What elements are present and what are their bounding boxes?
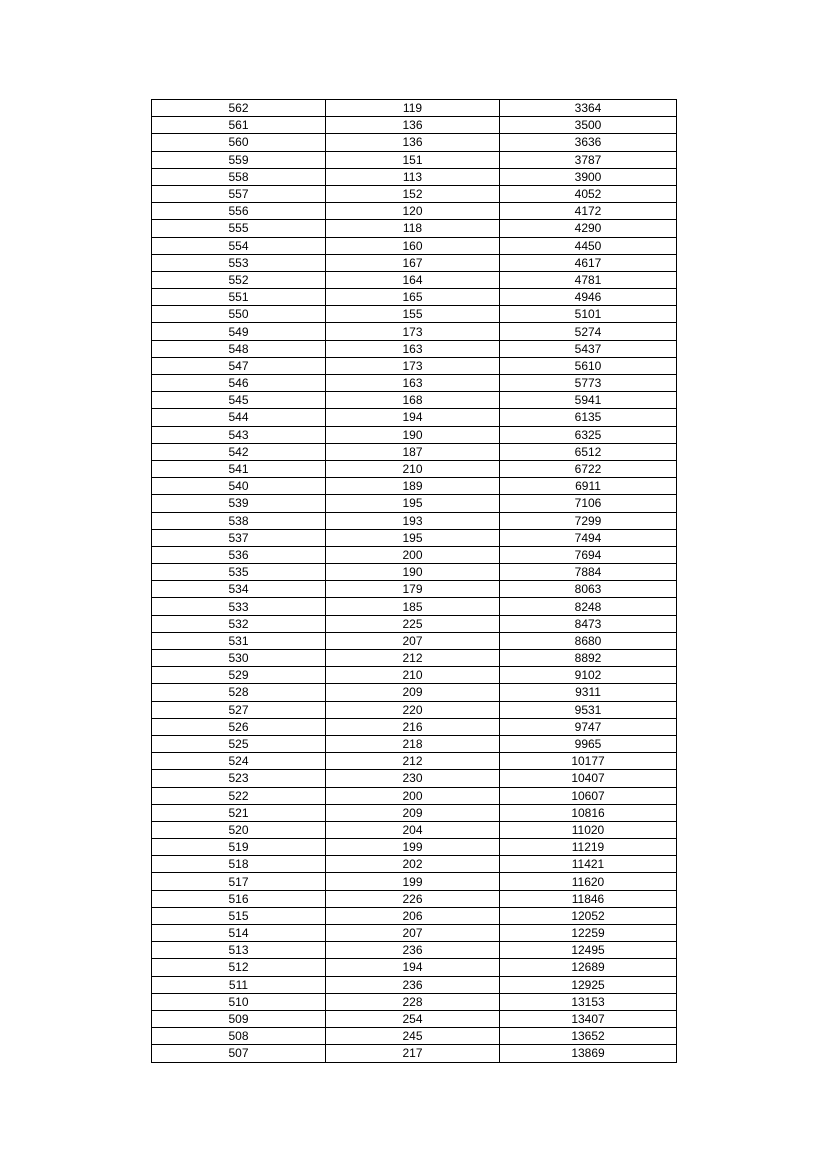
- table-row: [152, 976, 677, 993]
- table-row: [152, 650, 677, 667]
- score-cell: 514: [152, 925, 326, 942]
- score-cell: 513: [152, 942, 326, 959]
- count-cell: 218: [326, 735, 500, 752]
- count-cell: 200: [326, 546, 500, 563]
- table-row: [152, 375, 677, 392]
- score-cell: 517: [152, 873, 326, 890]
- cumulative-cell: 11219: [500, 839, 677, 856]
- cumulative-cell: 13153: [500, 993, 677, 1010]
- table-row: [152, 667, 677, 684]
- table-row: [152, 134, 677, 151]
- score-cell: 525: [152, 735, 326, 752]
- count-cell: 230: [326, 770, 500, 787]
- cumulative-cell: 12925: [500, 976, 677, 993]
- score-cell: 522: [152, 787, 326, 804]
- table-row: [152, 907, 677, 924]
- count-cell: 195: [326, 529, 500, 546]
- count-cell: 195: [326, 495, 500, 512]
- score-cell: 512: [152, 959, 326, 976]
- table-row: [152, 529, 677, 546]
- cumulative-cell: 9965: [500, 735, 677, 752]
- count-cell: 160: [326, 237, 500, 254]
- score-cell: 510: [152, 993, 326, 1010]
- count-cell: 189: [326, 478, 500, 495]
- table-row: [152, 443, 677, 460]
- count-cell: 119: [326, 100, 500, 117]
- table-row: [152, 581, 677, 598]
- count-cell: 136: [326, 117, 500, 134]
- cumulative-cell: 4290: [500, 220, 677, 237]
- table-row: [152, 478, 677, 495]
- count-cell: 212: [326, 753, 500, 770]
- count-cell: 152: [326, 185, 500, 202]
- cumulative-cell: 5437: [500, 340, 677, 357]
- score-cell: 528: [152, 684, 326, 701]
- cumulative-cell: 3364: [500, 100, 677, 117]
- score-cell: 509: [152, 1010, 326, 1027]
- count-cell: 245: [326, 1028, 500, 1045]
- count-cell: 193: [326, 512, 500, 529]
- count-cell: 164: [326, 271, 500, 288]
- score-cell: 529: [152, 667, 326, 684]
- table-row: [152, 392, 677, 409]
- score-cell: 557: [152, 185, 326, 202]
- score-cell: 548: [152, 340, 326, 357]
- score-cell: 540: [152, 478, 326, 495]
- table-row: [152, 753, 677, 770]
- count-cell: 167: [326, 254, 500, 271]
- score-cell: 520: [152, 821, 326, 838]
- cumulative-cell: 7884: [500, 564, 677, 581]
- count-cell: 220: [326, 701, 500, 718]
- cumulative-cell: 11846: [500, 890, 677, 907]
- count-cell: 199: [326, 839, 500, 856]
- table-row: [152, 460, 677, 477]
- cumulative-cell: 6135: [500, 409, 677, 426]
- cumulative-cell: 6512: [500, 443, 677, 460]
- score-table: [151, 99, 677, 1063]
- cumulative-cell: 4052: [500, 185, 677, 202]
- table-row: [152, 1010, 677, 1027]
- count-cell: 151: [326, 151, 500, 168]
- cumulative-cell: 5941: [500, 392, 677, 409]
- table-row: [152, 323, 677, 340]
- cumulative-cell: 8063: [500, 581, 677, 598]
- table-row: [152, 701, 677, 718]
- cumulative-cell: 12052: [500, 907, 677, 924]
- table-row: [152, 959, 677, 976]
- cumulative-cell: 8892: [500, 650, 677, 667]
- count-cell: 200: [326, 787, 500, 804]
- score-cell: 536: [152, 546, 326, 563]
- cumulative-cell: 7694: [500, 546, 677, 563]
- score-cell: 508: [152, 1028, 326, 1045]
- cumulative-cell: 9311: [500, 684, 677, 701]
- cumulative-cell: 8248: [500, 598, 677, 615]
- score-cell: 515: [152, 907, 326, 924]
- score-cell: 541: [152, 460, 326, 477]
- cumulative-cell: 3900: [500, 168, 677, 185]
- table-row: [152, 942, 677, 959]
- cumulative-cell: 10607: [500, 787, 677, 804]
- table-row: [152, 632, 677, 649]
- table-row: [152, 1028, 677, 1045]
- score-cell: 547: [152, 357, 326, 374]
- table-row: [152, 873, 677, 890]
- cumulative-cell: 5610: [500, 357, 677, 374]
- count-cell: 163: [326, 340, 500, 357]
- score-cell: 542: [152, 443, 326, 460]
- cumulative-cell: 9102: [500, 667, 677, 684]
- cumulative-cell: 5101: [500, 306, 677, 323]
- count-cell: 190: [326, 426, 500, 443]
- table-row: [152, 615, 677, 632]
- score-cell: 555: [152, 220, 326, 237]
- table-row: [152, 168, 677, 185]
- table-row: [152, 495, 677, 512]
- cumulative-cell: 7299: [500, 512, 677, 529]
- cumulative-cell: 6325: [500, 426, 677, 443]
- count-cell: 206: [326, 907, 500, 924]
- table-row: [152, 890, 677, 907]
- count-cell: 120: [326, 203, 500, 220]
- score-cell: 519: [152, 839, 326, 856]
- count-cell: 216: [326, 718, 500, 735]
- cumulative-cell: 9531: [500, 701, 677, 718]
- cumulative-cell: 12495: [500, 942, 677, 959]
- table-row: [152, 839, 677, 856]
- table-row: [152, 1045, 677, 1062]
- score-cell: 558: [152, 168, 326, 185]
- cumulative-cell: 4946: [500, 289, 677, 306]
- table-row: [152, 306, 677, 323]
- count-cell: 202: [326, 856, 500, 873]
- cumulative-cell: 6911: [500, 478, 677, 495]
- score-cell: 550: [152, 306, 326, 323]
- table-row: [152, 821, 677, 838]
- table-row: [152, 409, 677, 426]
- count-cell: 173: [326, 357, 500, 374]
- cumulative-cell: 11020: [500, 821, 677, 838]
- score-cell: 562: [152, 100, 326, 117]
- table-row: [152, 787, 677, 804]
- cumulative-cell: 10177: [500, 753, 677, 770]
- score-cell: 554: [152, 237, 326, 254]
- count-cell: 165: [326, 289, 500, 306]
- table-row: [152, 100, 677, 117]
- count-cell: 217: [326, 1045, 500, 1062]
- score-cell: 539: [152, 495, 326, 512]
- score-cell: 518: [152, 856, 326, 873]
- table-row: [152, 564, 677, 581]
- count-cell: 226: [326, 890, 500, 907]
- score-cell: 523: [152, 770, 326, 787]
- count-cell: 185: [326, 598, 500, 615]
- table-row: [152, 289, 677, 306]
- cumulative-cell: 11421: [500, 856, 677, 873]
- count-cell: 212: [326, 650, 500, 667]
- cumulative-cell: 7494: [500, 529, 677, 546]
- count-cell: 210: [326, 667, 500, 684]
- score-cell: 543: [152, 426, 326, 443]
- table-row: [152, 357, 677, 374]
- count-cell: 168: [326, 392, 500, 409]
- count-cell: 118: [326, 220, 500, 237]
- score-cell: 511: [152, 976, 326, 993]
- cumulative-cell: 12689: [500, 959, 677, 976]
- score-cell: 553: [152, 254, 326, 271]
- count-cell: 207: [326, 925, 500, 942]
- cumulative-cell: 4617: [500, 254, 677, 271]
- score-cell: 532: [152, 615, 326, 632]
- cumulative-cell: 11620: [500, 873, 677, 890]
- count-cell: 207: [326, 632, 500, 649]
- table-row: [152, 151, 677, 168]
- score-cell: 537: [152, 529, 326, 546]
- score-cell: 551: [152, 289, 326, 306]
- table-row: [152, 770, 677, 787]
- count-cell: 254: [326, 1010, 500, 1027]
- score-cell: 560: [152, 134, 326, 151]
- count-cell: 136: [326, 134, 500, 151]
- table-row: [152, 271, 677, 288]
- count-cell: 113: [326, 168, 500, 185]
- count-cell: 194: [326, 959, 500, 976]
- count-cell: 204: [326, 821, 500, 838]
- table-row: [152, 993, 677, 1010]
- score-cell: 545: [152, 392, 326, 409]
- score-cell: 521: [152, 804, 326, 821]
- count-cell: 173: [326, 323, 500, 340]
- table-row: [152, 203, 677, 220]
- count-cell: 228: [326, 993, 500, 1010]
- score-cell: 507: [152, 1045, 326, 1062]
- score-cell: 516: [152, 890, 326, 907]
- table-row: [152, 718, 677, 735]
- score-cell: 524: [152, 753, 326, 770]
- cumulative-cell: 9747: [500, 718, 677, 735]
- score-cell: 546: [152, 375, 326, 392]
- cumulative-cell: 13869: [500, 1045, 677, 1062]
- table-row: [152, 856, 677, 873]
- cumulative-cell: 13407: [500, 1010, 677, 1027]
- score-cell: 559: [152, 151, 326, 168]
- cumulative-cell: 5274: [500, 323, 677, 340]
- cumulative-cell: 7106: [500, 495, 677, 512]
- table-row: [152, 546, 677, 563]
- count-cell: 187: [326, 443, 500, 460]
- score-cell: 556: [152, 203, 326, 220]
- count-cell: 199: [326, 873, 500, 890]
- score-cell: 534: [152, 581, 326, 598]
- count-cell: 236: [326, 942, 500, 959]
- count-cell: 163: [326, 375, 500, 392]
- score-cell: 531: [152, 632, 326, 649]
- count-cell: 209: [326, 804, 500, 821]
- cumulative-cell: 12259: [500, 925, 677, 942]
- count-cell: 194: [326, 409, 500, 426]
- cumulative-cell: 8473: [500, 615, 677, 632]
- cumulative-cell: 10816: [500, 804, 677, 821]
- table-row: [152, 512, 677, 529]
- cumulative-cell: 5773: [500, 375, 677, 392]
- score-cell: 549: [152, 323, 326, 340]
- table-row: [152, 598, 677, 615]
- table-row: [152, 340, 677, 357]
- count-cell: 190: [326, 564, 500, 581]
- cumulative-cell: 4450: [500, 237, 677, 254]
- score-cell: 533: [152, 598, 326, 615]
- table-body: [152, 100, 677, 1063]
- count-cell: 209: [326, 684, 500, 701]
- score-cell: 561: [152, 117, 326, 134]
- score-cell: 527: [152, 701, 326, 718]
- table-row: [152, 237, 677, 254]
- cumulative-cell: 4172: [500, 203, 677, 220]
- score-cell: 552: [152, 271, 326, 288]
- score-cell: 535: [152, 564, 326, 581]
- table-row: [152, 925, 677, 942]
- cumulative-cell: 10407: [500, 770, 677, 787]
- table-row: [152, 254, 677, 271]
- count-cell: 225: [326, 615, 500, 632]
- cumulative-cell: 6722: [500, 460, 677, 477]
- count-cell: 210: [326, 460, 500, 477]
- count-cell: 179: [326, 581, 500, 598]
- cumulative-cell: 13652: [500, 1028, 677, 1045]
- cumulative-cell: 3787: [500, 151, 677, 168]
- cumulative-cell: 3636: [500, 134, 677, 151]
- table-row: [152, 804, 677, 821]
- cumulative-cell: 8680: [500, 632, 677, 649]
- table-row: [152, 426, 677, 443]
- table-row: [152, 117, 677, 134]
- table-row: [152, 185, 677, 202]
- score-cell: 526: [152, 718, 326, 735]
- cumulative-cell: 3500: [500, 117, 677, 134]
- score-cell: 544: [152, 409, 326, 426]
- count-cell: 236: [326, 976, 500, 993]
- count-cell: 155: [326, 306, 500, 323]
- cumulative-cell: 4781: [500, 271, 677, 288]
- score-cell: 538: [152, 512, 326, 529]
- table-row: [152, 735, 677, 752]
- table-row: [152, 220, 677, 237]
- table-row: [152, 684, 677, 701]
- score-cell: 530: [152, 650, 326, 667]
